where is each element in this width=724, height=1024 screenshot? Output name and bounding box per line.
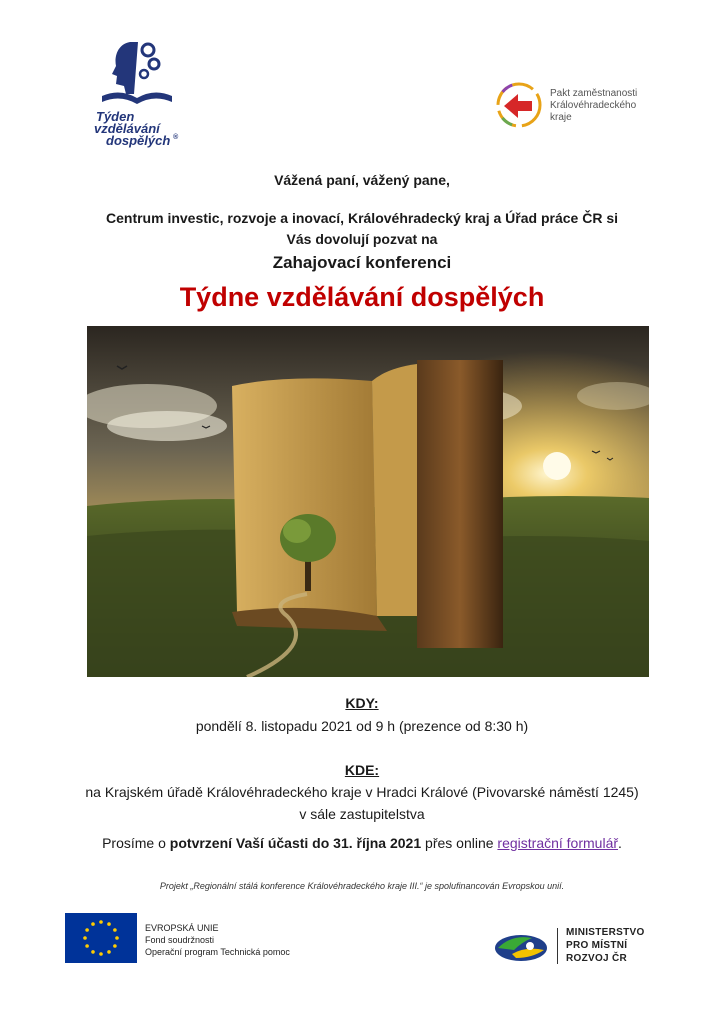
mmr-emblem-icon [492,928,550,964]
hero-image-open-book [87,326,649,677]
conference-title: Zahajovací konferenci [272,253,452,272]
logo-text-line3: dospělých [106,133,171,148]
pakt-logo-text: Pakt zaměstnanosti Královéhradeckého kraje [550,88,638,123]
eu-star [99,920,103,924]
when-text: pondělí 8. listopadu 2021 od 9 h (prezence od 8:30 h) [195,718,529,734]
greeting: Vážená paní, vážený pane, [274,172,450,188]
where-heading: KDE: [344,762,380,778]
logo-text-line1: Týden [96,109,135,124]
tyden-vzdelavani-logo [90,38,185,150]
project-note: Projekt „Regionální stálá konference Královéhradeckého kraje III.“ je spolufinancován Evropskou unií. [159,881,565,891]
pakt-circle-arrow-icon [494,80,544,130]
registered-mark: ® [173,134,179,141]
when-heading: KDY: [345,695,379,711]
eu-star [85,944,89,948]
event-title: Týdne vzdělávání dospělých [179,282,545,312]
eu-star [107,950,111,954]
head-book-icon [100,38,175,108]
invitation-line-2: Vás dovolují pozvat na [286,231,438,247]
logo-text-line2: vzdělávání [94,121,160,136]
eu-star [115,936,119,940]
eu-logo-text: EVROPSKÁ UNIE Fond soudržnosti Operační program Technická pomoc [145,923,290,957]
invitation-line-1: Centrum investic, rozvoje a inovací, Královéhradecký kraj a Úřad práce ČR si [106,210,618,226]
where-line-1: na Krajském úřadě Královéhradeckého kraje v Hradci Králové (Pivovarské náměstí 1245) [85,784,639,800]
rsvp-text: Prosíme o potvrzení Vaší účasti do 31. října 2021 přes online registrační formulář. [102,835,622,851]
eu-star [91,922,95,926]
mmr-separator [557,928,558,964]
pakt-zamestnanosti-logo [494,80,654,132]
where-line-2: v sále zastupitelstva [299,806,425,822]
registration-form-link[interactable]: registrační formulář [497,835,619,851]
eu-star [99,952,103,956]
eu-star [113,928,117,932]
eu-star [91,950,95,954]
eu-star [83,936,87,940]
eu-star [113,944,117,948]
eu-star [85,928,89,932]
eu-flag-icon [65,913,137,963]
mmr-logo-text: MINISTERSTVO PRO MÍSTNÍ ROZVOJ ČR [566,927,645,964]
eu-star [107,922,111,926]
